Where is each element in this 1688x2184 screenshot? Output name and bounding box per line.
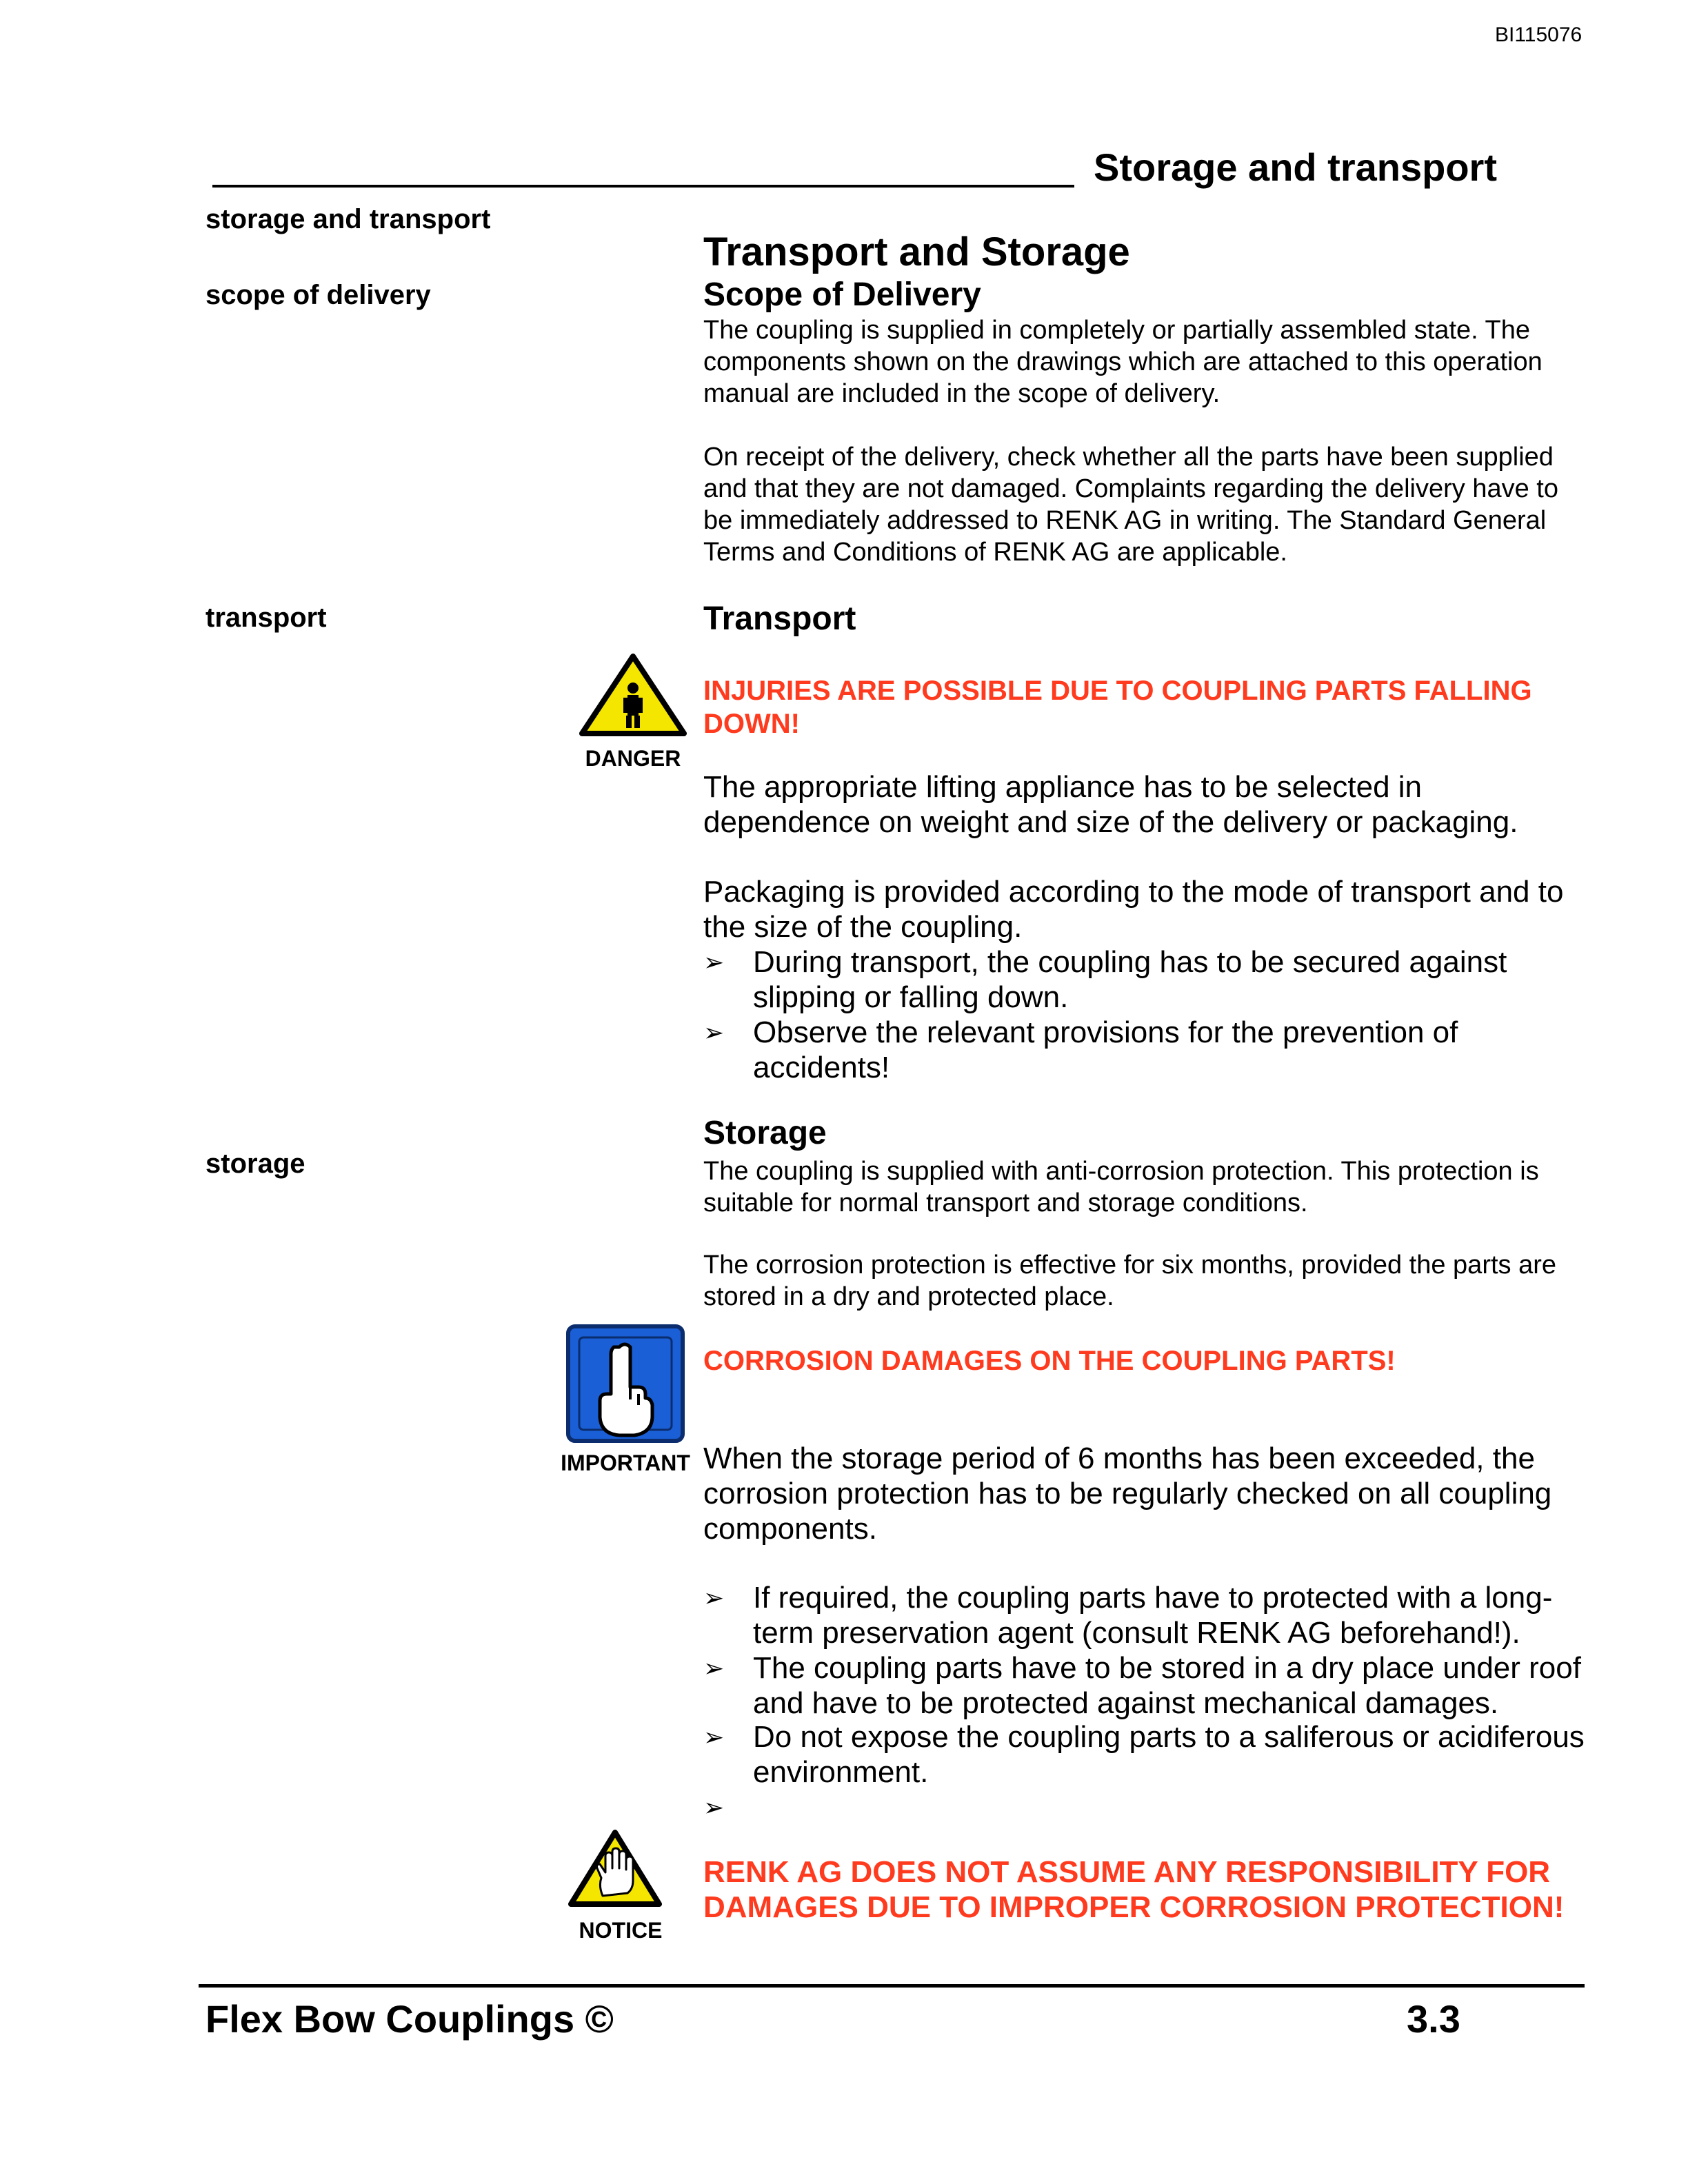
transport-bullet (703, 1015, 1586, 1085)
danger-warning-icon (578, 652, 688, 738)
bullet-arrow-icon: ➢ (703, 1723, 725, 1751)
storage-bullet-text: Do not expose the coupling parts to a saliferous or acidiferous environment. (753, 1720, 1585, 1789)
storage-heading: Storage (703, 1115, 827, 1151)
scope-heading: Scope of Delivery (703, 276, 981, 313)
header-title: Storage and transport (1094, 145, 1497, 189)
notice-hand-icon (567, 1828, 663, 1910)
storage-paragraph-3: When the storage period of 6 months has been exceeded, the corrosion protection has to be regularly checked on all coupling components. (703, 1442, 1552, 1546)
side-label-storage-transport: storage and transport (205, 204, 491, 234)
transport-paragraph-1: The appropriate lifting appliance has to be selected in dependence on weight and size of the delivery or packaging. (703, 770, 1518, 839)
notice-text: RENK AG DOES NOT ASSUME ANY RESPONSIBILITY FOR DAMAGES DUE TO IMPROPER CORROSION PROTECTION! (703, 1855, 1565, 1924)
storage-bullet-text: If required, the coupling parts have to protected with a long-term preservation agent (consult RENK AG beforehand!). (753, 1581, 1553, 1650)
transport-bullet-text: During transport, the coupling has to be secured against slipping or falling down. (753, 945, 1507, 1014)
main-title: Transport and Storage (703, 230, 1130, 274)
transport-heading: Transport (703, 600, 856, 637)
storage-paragraph-2: The corrosion protection is effective for six months, provided the parts are stored in a dry and protected place. (703, 1251, 1557, 1311)
storage-bullet-text: The coupling parts have to be stored in a dry place under roof and have to be protected against mechanical damages. (753, 1651, 1581, 1720)
bullet-arrow-icon: ➢ (703, 948, 725, 976)
bullet-arrow-icon: ➢ (703, 1584, 725, 1612)
side-label-scope-delivery: scope of delivery (205, 280, 431, 310)
important-finger-icon (565, 1324, 685, 1444)
transport-bullet-text: Observe the relevant provisions for the prevention of accidents! (753, 1015, 1458, 1084)
bullet-arrow-icon: ➢ (703, 1654, 725, 1682)
bullet-arrow-icon: ➢ (703, 1793, 725, 1821)
important-text: CORROSION DAMAGES ON THE COUPLING PARTS! (703, 1346, 1396, 1376)
footer-rule (199, 1984, 1585, 1988)
transport-bullet (703, 944, 1586, 1015)
storage-bullet (703, 1650, 1586, 1721)
storage-paragraph-1: The coupling is supplied with anti-corrosion protection. This protection is suitable for normal transport and storage conditions. (703, 1157, 1539, 1217)
transport-paragraph-2: Packaging is provided according to the mode of transport and to the size of the coupling. (703, 875, 1564, 944)
header-rule (212, 185, 1074, 188)
danger-text: INJURIES ARE POSSIBLE DUE TO COUPLING PARTS FALLING DOWN! (703, 676, 1532, 739)
storage-bullet (703, 1580, 1586, 1650)
page-number: 3.3 (1407, 1997, 1460, 2041)
bullet-arrow-icon: ➢ (703, 1018, 725, 1046)
notice-label: NOTICE (579, 1918, 663, 1943)
side-label-storage: storage (205, 1149, 305, 1179)
scope-paragraph-1: The coupling is supplied in completely or partially assembled state. The components shown on the drawings which are attached to this operation manual are included in the scope of delivery. (703, 316, 1543, 408)
important-label: IMPORTANT (561, 1450, 690, 1475)
side-label-transport: transport (205, 603, 327, 633)
scope-paragraph-2: On receipt of the delivery, check whether all the parts have been supplied and that they are not damaged. Complaints regarding the delivery have to be immediately addressed to RENK AG in writing. The Standard General Terms and Conditions of RENK AG are applicable. (703, 443, 1558, 567)
storage-bullet (703, 1719, 1586, 1790)
document-id: BI115076 (1495, 23, 1582, 46)
danger-label: DANGER (585, 746, 681, 771)
footer-title: Flex Bow Couplings © (205, 1997, 614, 2041)
